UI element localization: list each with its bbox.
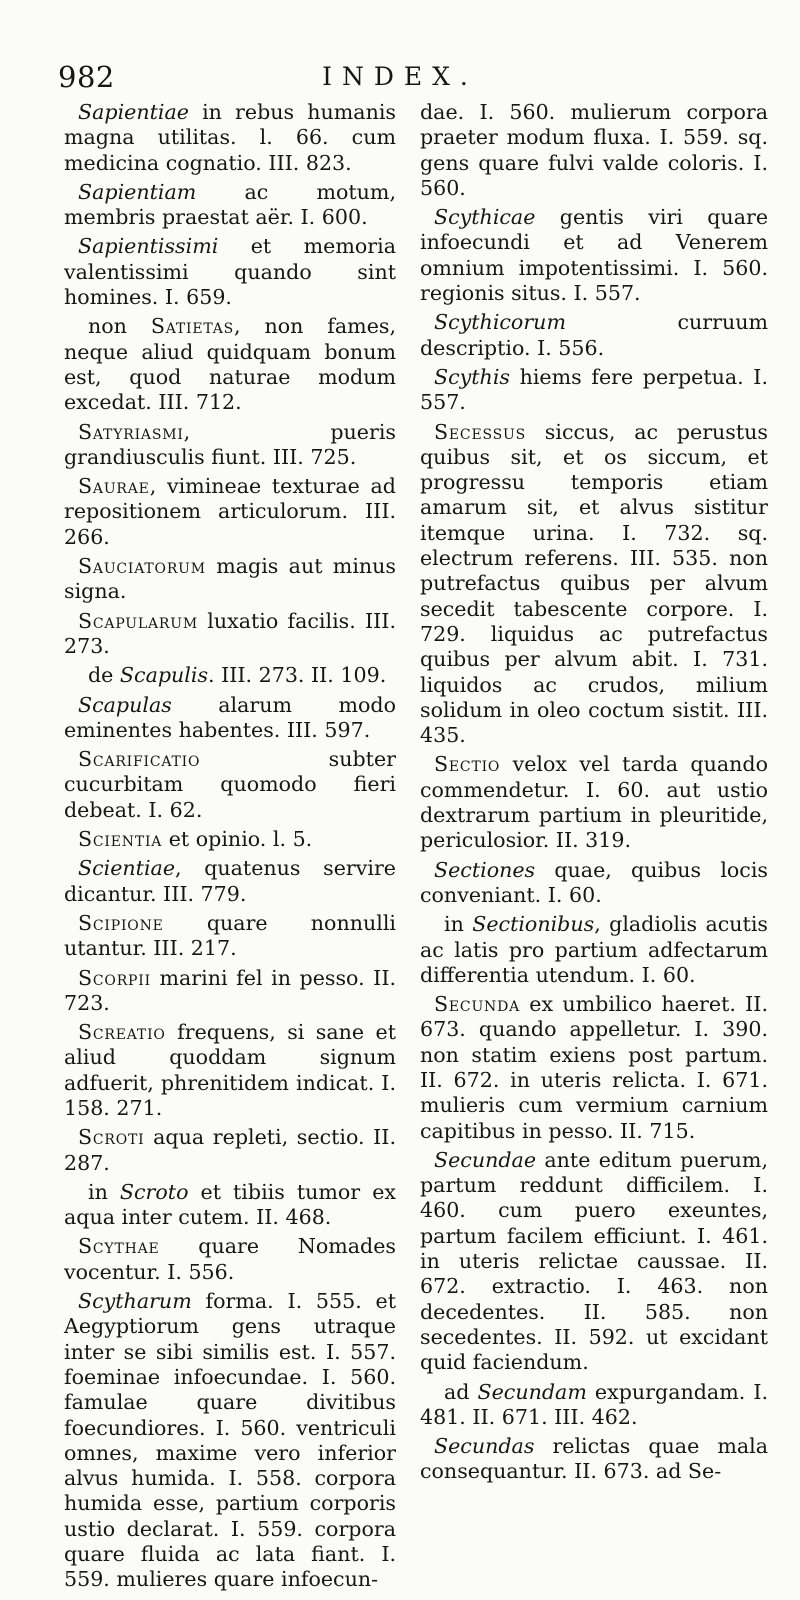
entry-term: Scroto	[119, 1179, 189, 1204]
entry-text: gentis viri quare infoecundi et ad Venerem omnium impotentissimi. I. 560. regionis situs. I. 557.	[420, 205, 768, 306]
entry-term: Scientia	[78, 827, 163, 852]
index-entry	[420, 205, 768, 306]
index-entry	[64, 693, 396, 744]
entry-term: Saurae	[78, 474, 150, 499]
index-entry	[64, 180, 396, 231]
index-entry	[64, 663, 396, 688]
entry-term: Secessus	[434, 419, 526, 444]
entry-term: Scipione	[78, 910, 164, 935]
entry-text: quare nonnulli utantur. III. 217.	[64, 910, 396, 961]
index-entry	[420, 365, 768, 416]
right-column	[420, 100, 768, 1489]
entry-term: Scytharum	[78, 1289, 192, 1314]
index-entry	[64, 1289, 396, 1593]
index-entry	[420, 752, 768, 853]
entry-term: Scapulis	[119, 663, 209, 688]
entry-term: Secundam	[477, 1379, 587, 1404]
entry-text: , gladiolis acutis ac latis pro partium adfectarum differentia utendum. I. 60.	[420, 912, 768, 987]
entry-term: Sapientiam	[78, 179, 197, 204]
entry-term: Satyriasmi	[78, 419, 184, 444]
entry-text: aqua repleti, sectio. II. 287.	[64, 1125, 396, 1175]
entry-term: Sectio	[434, 752, 501, 777]
entry-text: , pueris grandiusculis fiunt. III. 725.	[64, 419, 396, 469]
entry-term: Sapientissimi	[78, 234, 219, 259]
index-entry	[64, 474, 396, 550]
entry-text: ex umbilico haeret. II. 673. quando appelletur. I. 390. non statim exiens post partum. II. 672. in uteris relicta. I. 671. mulieris cum vermium carnium capitibus in pesso. II. 715.	[420, 992, 768, 1143]
entry-term: Screatio	[78, 1020, 166, 1045]
entry-text: in rebus humanis magna utilitas. l. 66. cum medicina cognatio. III. 823.	[64, 100, 396, 175]
index-entry	[420, 858, 768, 909]
entry-term: Sectionibus	[472, 912, 595, 937]
entry-term: Scapulas	[78, 692, 172, 717]
index-entry	[64, 554, 396, 605]
entry-term: Sectiones	[434, 857, 536, 882]
index-entry	[64, 234, 396, 310]
index-entry	[64, 1180, 396, 1231]
index-entry	[420, 310, 768, 361]
index-entry	[64, 827, 396, 852]
index-entry	[420, 100, 768, 201]
entry-text: subter cucurbitam quomodo fieri debeat. I. 62.	[64, 747, 396, 822]
entry-prefix: ad	[444, 1379, 478, 1404]
entry-text: frequens, si sane et aliud quoddam signum adfuerit, phrenitidem indicat. I. 158. 271.	[64, 1020, 396, 1120]
entry-term: Scarificatio	[78, 747, 201, 772]
entry-text: velox vel tarda quando commendetur. I. 60. aut ustio dextrarum partium in pleuritide, periculosior. II. 319.	[420, 752, 768, 853]
entry-prefix: in	[444, 912, 473, 937]
entry-text: et memoria valentissimi quando sint homines. I. 659.	[64, 234, 396, 310]
index-entry	[420, 1434, 768, 1485]
entry-term: Scythae	[78, 1234, 160, 1259]
entry-term: Scythicorum	[434, 310, 566, 335]
index-entry	[420, 1380, 768, 1431]
entry-text: relictas quae mala consequantur. II. 673. ad Se-	[420, 1434, 768, 1484]
entry-text: et tibiis tumor ex aqua inter cutem. II. 468.	[64, 1179, 397, 1230]
entry-text: luxatio facilis. III. 273.	[64, 608, 396, 658]
entry-term: Scapularum	[78, 608, 198, 633]
index-entry	[420, 420, 768, 749]
entry-term: Sapientiae	[78, 100, 189, 124]
entry-text: magis aut minus signa.	[64, 554, 396, 604]
entry-text: forma. I. 555. et Aegyptiorum gens utraque inter se sibi similis est. I. 557. foeminae infoecundae. I. 560. famulae quare divitibus foecundiores. I. 560. ventriculi omnes, maxime vero inferior alvus humida. I. 558. corpora humida esse, partium corporis ustio declarat. I. 559. corpora quare fluida ac lata fiant. I. 559. mulieres quare infoecun-	[64, 1289, 396, 1592]
index-entry	[64, 1125, 396, 1176]
index-entry	[64, 1234, 396, 1285]
entry-term: Sauciatorum	[78, 554, 206, 579]
entry-prefix: de	[88, 663, 120, 688]
index-entry	[64, 420, 396, 471]
entry-prefix: in	[88, 1179, 120, 1204]
index-entry	[64, 911, 396, 962]
entry-text: dae. I. 560. mulierum corpora praeter modum fluxa. I. 559. sq. gens quare fulvi valde coloris. I. 560.	[420, 100, 768, 200]
index-entry	[64, 856, 396, 907]
entry-prefix: non	[88, 314, 151, 339]
entry-text: curruum descriptio. I. 556.	[420, 310, 768, 360]
entry-text: quare Nomades vocentur. I. 556.	[64, 1234, 396, 1284]
entry-term: Secundas	[434, 1434, 535, 1459]
entry-text: hiems fere perpetua. I. 557.	[420, 364, 768, 415]
index-entry	[64, 1020, 396, 1121]
entry-text: quae, quibus locis conveniant. I. 60.	[420, 857, 768, 907]
entry-term: Scientiae	[78, 856, 176, 881]
entry-text: marini fel in pesso. II. 723.	[64, 965, 396, 1015]
page-number: 982	[58, 60, 115, 94]
entry-term: Secundae	[434, 1147, 537, 1172]
entry-text: et opinio. l. 5.	[162, 827, 313, 852]
entry-term: Satietas	[150, 314, 235, 339]
index-entry	[420, 1148, 768, 1376]
running-head: INDEX.	[322, 62, 478, 91]
index-entry	[64, 609, 396, 660]
index-entry	[64, 966, 396, 1017]
entry-term: Scroti	[78, 1125, 145, 1150]
entry-text: , non fames, neque aliud quidquam bonum est, quod naturae modum excedat. III. 712.	[64, 314, 396, 415]
entry-text: , quatenus servire dicantur. III. 779.	[64, 856, 396, 906]
entry-term: Scythicae	[434, 205, 536, 230]
entry-text: siccus, ac perustus quibus sit, et os siccum, et progressu temporis etiam amarum sit, et alvus sistitur itemque urina. I. 732. sq. electrum referens. III. 535. non putrefactus quibus per alvum secedit tabescente corpore. I. 729. liquidus ac putrefactus quibus per alvum abit. I. 731. liquidos ac crudos, milium solidum in oleo coctum sistit. III. 435.	[420, 419, 768, 748]
index-entry	[64, 747, 396, 823]
entry-term: Scorpii	[78, 965, 151, 990]
entry-text: alarum modo eminentes habentes. III. 597.	[64, 692, 396, 742]
entry-text: ante editum puerum, partum reddunt difficilem. I. 460. cum puero exeuntes, partum facilem efficiunt. I. 461. in uteris relictae caussae. II. 672. extractio. I. 463. non decedentes. II. 585. non secedentes. II. 592. ut excidant quid faciendum.	[420, 1147, 768, 1375]
entry-text: , vimineae texturae ad repositionem articulorum. III. 266.	[64, 474, 396, 549]
entry-text: ac motum, membris praestat aër. I. 600.	[64, 179, 396, 230]
entry-term: Secunda	[434, 992, 521, 1017]
index-entry	[64, 100, 396, 176]
entry-text: expurgandam. I. 481. II. 671. III. 462.	[420, 1379, 768, 1429]
left-column	[64, 100, 396, 1597]
entry-term: Scythis	[434, 364, 510, 389]
index-entry	[420, 912, 768, 988]
index-entry	[64, 314, 396, 415]
index-entry	[420, 992, 768, 1144]
entry-text: . III. 273. II. 109.	[208, 663, 387, 688]
